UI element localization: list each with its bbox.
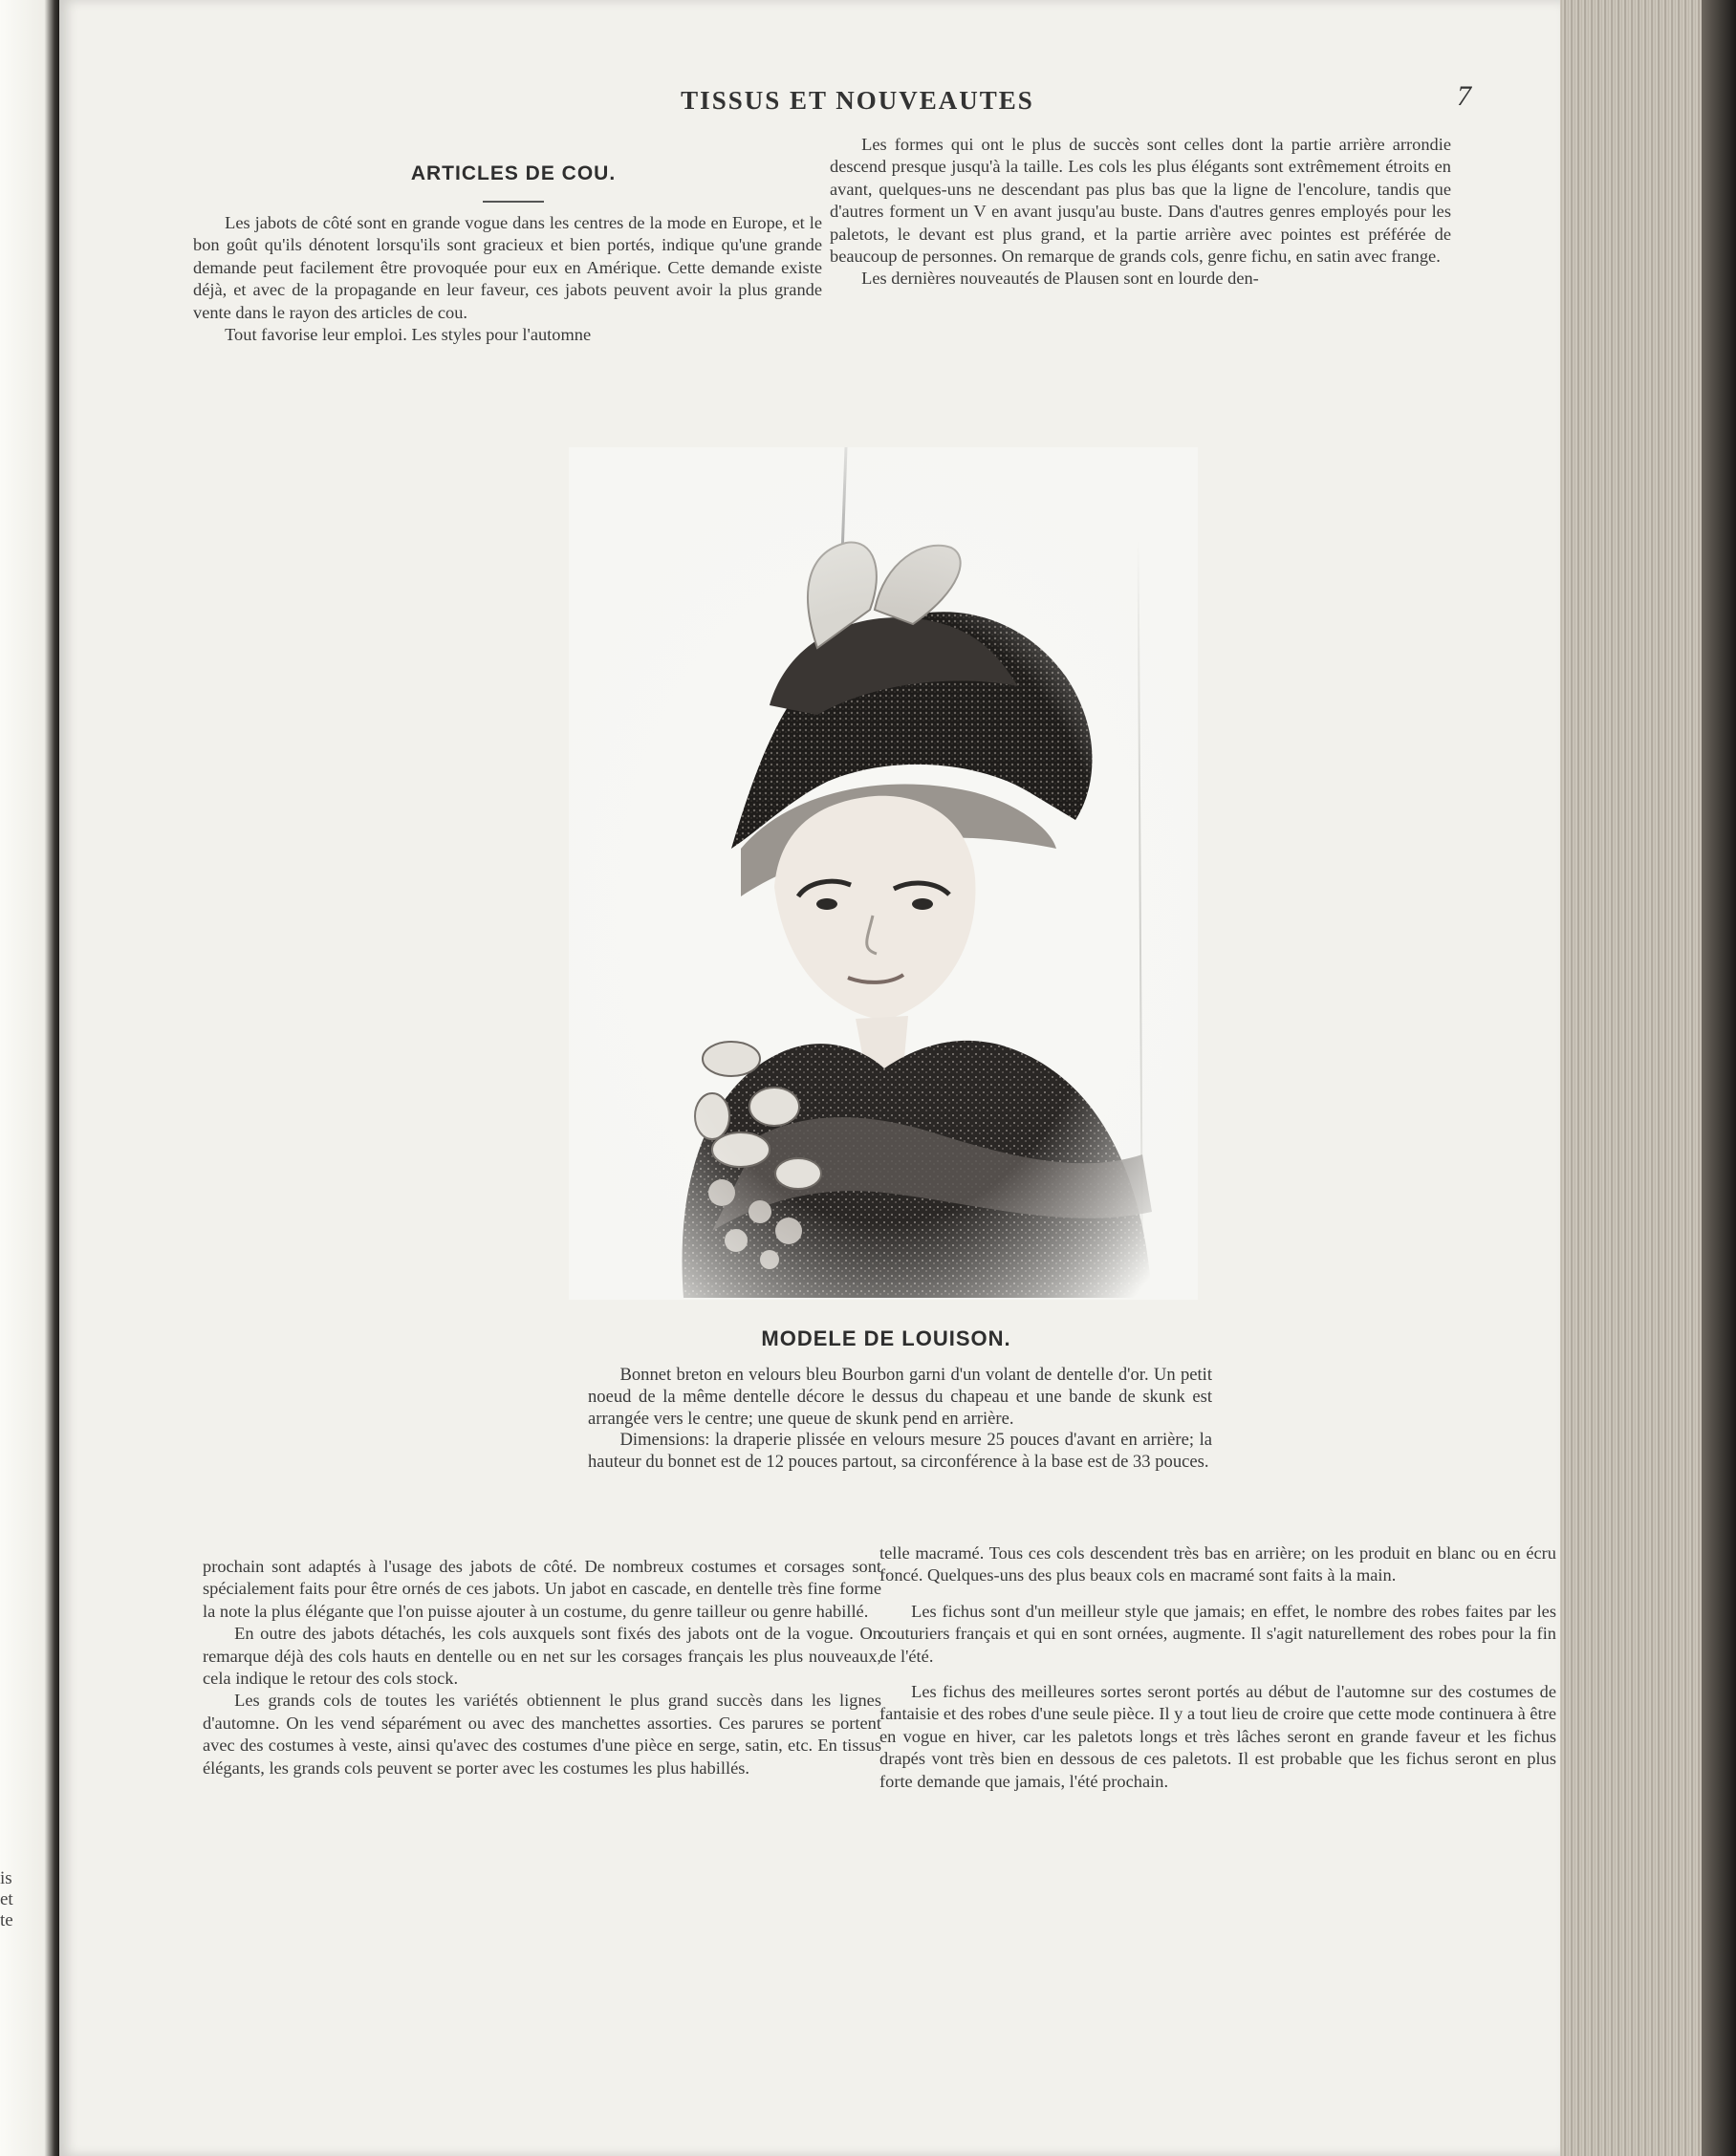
paragraph: Les fichus des meilleures sortes seront portés au début de l'automne sur des costumes de fantaisie et des robes d'une seule pièce. Il y a tout lieu de croire que cette mode continuera à être en vogue en hiver, car les paletots longs et très lâches seront en grande faveur et les fichus drapés vont très bien en dessous de ces paletots. Il est probable que les fichus seront en plus forte demande que jamais, l'été prochain. (879, 1682, 1556, 1791)
article-column-bottom-right (879, 1542, 1556, 1793)
fragment-line: te (0, 1910, 13, 1930)
figure-title: MODELE DE LOUISON. (761, 1326, 1011, 1350)
paragraph: Les dernières nouveautés de Plausen sont en lourde den- (861, 269, 1259, 289)
paragraph: Les jabots de côté sont en grande vogue dans les centres de la mode en Europe, et le bon goût qu'ils dénotent lorsqu'ils sont gracieux et bien portés, indique qu'une grande demande peut facilement être provoquée pour eux en Amérique. Cette demande existe déjà, et avec de la propagande en leur faveur, ces jabots peuvent avoir la plus grande vente dans le rayon des articles de cou. (193, 213, 822, 322)
page-number: 7 (1457, 80, 1471, 112)
book-page (59, 0, 1560, 2156)
paragraph: En outre des jabots détachés, les cols auxquels sont fixés des jabots ont de la vogue. On remarque déjà des cols hauts en dentelle ou en net sur les corsages français les plus nouveaux, cela indique le retour des cols stock. (203, 1624, 881, 1689)
paragraph: Les grands cols de toutes les variétés obtiennent le plus grand succès dans les lignes d'automne. On les vend séparément ou avec des manchettes assorties. Ces parures se portent avec des costumes à veste, ainsi qu'avec des costumes d'une pièce en serge, satin, etc. En tissus élégants, les grands cols peuvent se porter avec les costumes les plus habillés. (203, 1691, 881, 1778)
portrait-photograph (569, 447, 1198, 1300)
caption-paragraph: Dimensions: la draperie plissée en velours mesure 25 pouces d'avant en arrière; la hauteur du bonnet est de 12 pouces partout, sa circonférence à la base est de 33 pouces. (588, 1430, 1212, 1473)
article-column-top-left (193, 212, 822, 346)
facing-page-text-fragments (0, 1868, 19, 1931)
paragraph: prochain sont adaptés à l'usage des jabots de côté. De nombreux costumes et corsages sont spécialement faits pour être ornés de ces jabots. Un jabot en cascade, en dentelle très fine forme la note la plus élégante que l'on puisse ajouter à un costume, du genre tailleur ou genre habillé. (203, 1557, 881, 1621)
paragraph: Les fichus sont d'un meilleur style que jamais; en effet, le nombre des robes faites par les couturiers français et qui en sont ornées, augmente. Il s'agit naturellement des robes pour la fin de l'été. (879, 1601, 1556, 1666)
heading-rule (483, 201, 544, 203)
fragment-line: is (0, 1868, 12, 1888)
paragraph: telle macramé. Tous ces cols descendent très bas en arrière; on les produit en blanc ou en écru foncé. Quelques-uns des plus beaux cols en macramé sont faits à la main. (879, 1543, 1556, 1585)
paragraph: Les formes qui ont le plus de succès sont celles dont la partie arrière arrondie descend presque jusqu'à la taille. Les cols les plus élégants sont extrêmement étroits en avant, quelques-uns ne descendant pas plus bas que la ligne de l'encolure, tandis que d'autres forment un V en avant jusqu'au buste. Dans d'autres genres employés pour les paletots, le devant est plus grand, et la partie arrière avec pointes est préférée de beaucoup de personnes. On remarque de grands cols, genre fichu, en satin avec frange. (830, 135, 1451, 267)
fragment-line: et (0, 1889, 13, 1909)
running-title: TISSUS ET NOUVEAUTES (681, 86, 1034, 115)
paragraph: Tout favorise leur emploi. Les styles pour l'automne (225, 325, 592, 345)
article-column-bottom-left (203, 1556, 881, 1779)
book-page-edges (1560, 0, 1736, 2156)
caption-paragraph: Bonnet breton en velours bleu Bourbon garni d'un volant de dentelle d'or. Un petit noeud de la même dentelle décore le dessus du chapeau et une bande de skunk est arrangée vers le centre; une queue de skunk pend en arrière. (588, 1365, 1212, 1429)
section-heading: ARTICLES DE COU. (410, 162, 617, 184)
figure-caption (588, 1365, 1212, 1474)
article-column-top-right (830, 134, 1451, 291)
facing-page-edge (0, 0, 59, 2156)
portrait-illustration (569, 447, 1198, 1300)
